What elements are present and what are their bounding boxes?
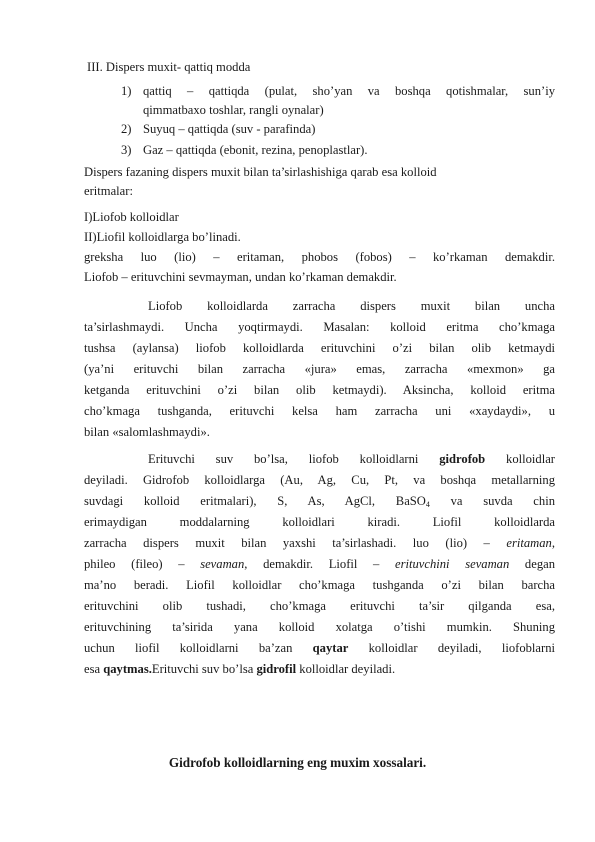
class-item: I)Liofob kolloidlar [84, 210, 179, 224]
paragraph-line: Erituvchi suv bo’lsa, liofob kolloidlarni gidrofob kolloidlar [148, 452, 555, 466]
list-number: 3) [121, 143, 132, 157]
intro-line: Dispers fazaning dispers muxit bilan ta’sirlashishiga qarab esa kolloid [84, 165, 437, 179]
paragraph-line: erituvchini olib tushadi, cho’kmaga erituvchi ta’sir qilganda esa, [84, 599, 555, 613]
paragraph-line: cho’kmaga tushganda, erituvchi kelsa ham zarracha uni «xaydaydi», u [84, 404, 555, 418]
paragraph-line: bilan «salomlashmaydi». [84, 425, 210, 439]
paragraph-line: esa qaytmas.Erituvchi suv bo’lsa gidrofil kolloidlar deyiladi. [84, 662, 396, 676]
greek-line: greksha luo (lio) – eritaman, phobos (fobos) – ko’rkaman demakdir. [84, 250, 555, 264]
list-item-text: Gaz – qattiqda (ebonit, rezina, penoplastlar). [143, 143, 368, 157]
section-title: III. Dispers muxit- qattiq modda [87, 60, 251, 74]
paragraph-line: zarracha dispers muxit bilan yaxshi ta’sirlashadi. luo (lio) – eritaman, [84, 536, 555, 550]
paragraph-line: deyiladi. Gidrofob kolloidlarga (Au, Ag, Cu, Pt, va boshqa metallarning [84, 473, 555, 487]
greek-line: Liofob – erituvchini sevmayman, undan ko’rkaman demakdir. [84, 270, 397, 284]
paragraph-line: phileo (fileo) – sevaman, demakdir. Liofil – erituvchini sevaman degan [84, 557, 555, 571]
paragraph-line: tushsa (aylansa) liofob kolloidlarda erituvchini o’zi bilan olib ketmaydi [84, 341, 555, 355]
term-gidrofob: gidrofob [439, 452, 486, 466]
paragraph-line: ta’sirlashmaydi. Uncha yoqtirmaydi. Masalan: kolloid eritma cho’kmaga [84, 320, 555, 334]
list-item-text: qattiq – qattiqda (pulat, sho’yan va boshqa qotishmalar, sun’iy [143, 84, 555, 98]
class-item: II)Liofil kolloidlarga bo’linadi. [84, 230, 241, 244]
list-number: 2) [121, 122, 132, 136]
paragraph-line: ma’no beradi. Liofil kolloidlar cho’kmaga tushganda o’zi bilan barcha [84, 578, 555, 592]
paragraph-line: (ya’ni erituvchi bilan zarracha «jura» emas, zarracha «mexmon» ga [84, 362, 555, 376]
paragraph-line: Liofob kolloidlarda zarracha dispers muxit bilan uncha [148, 299, 555, 313]
list-number: 1) [121, 84, 132, 98]
term-gidrofil: gidrofil [256, 662, 297, 676]
paragraph-line: erimaydigan moddalarning kolloidlari kiradi. Liofil kolloidlarda [84, 515, 555, 529]
paragraph-line: ketganda erituvchini o’zi bilan olib ketmaydi). Aksincha, kolloid eritma [84, 383, 555, 397]
intro-line: eritmalar: [84, 184, 133, 198]
paragraph-line: erituvchining ta’sirida yana kolloid xolatga o’tishi mumkin. Shuning [84, 620, 555, 634]
term-qaytmas: qaytmas. [103, 662, 152, 676]
section-heading: Gidrofob kolloidlarning eng muxim xossalari. [168, 755, 427, 770]
list-item-text: qimmatbaxo toshlar, rangli oynalar) [143, 103, 324, 117]
paragraph-line: uchun liofil kolloidlarni ba’zan qaytar kolloidlar deyiladi, liofoblarni [84, 641, 555, 655]
paragraph-line: suvdagi kolloid eritmalari), S, As, AgCl, BaSO$_4$ va suvda chin [84, 494, 555, 509]
list-item-text: Suyuq – qattiqda (suv - parafinda) [143, 122, 316, 136]
term-qaytar: qaytar [312, 641, 349, 655]
